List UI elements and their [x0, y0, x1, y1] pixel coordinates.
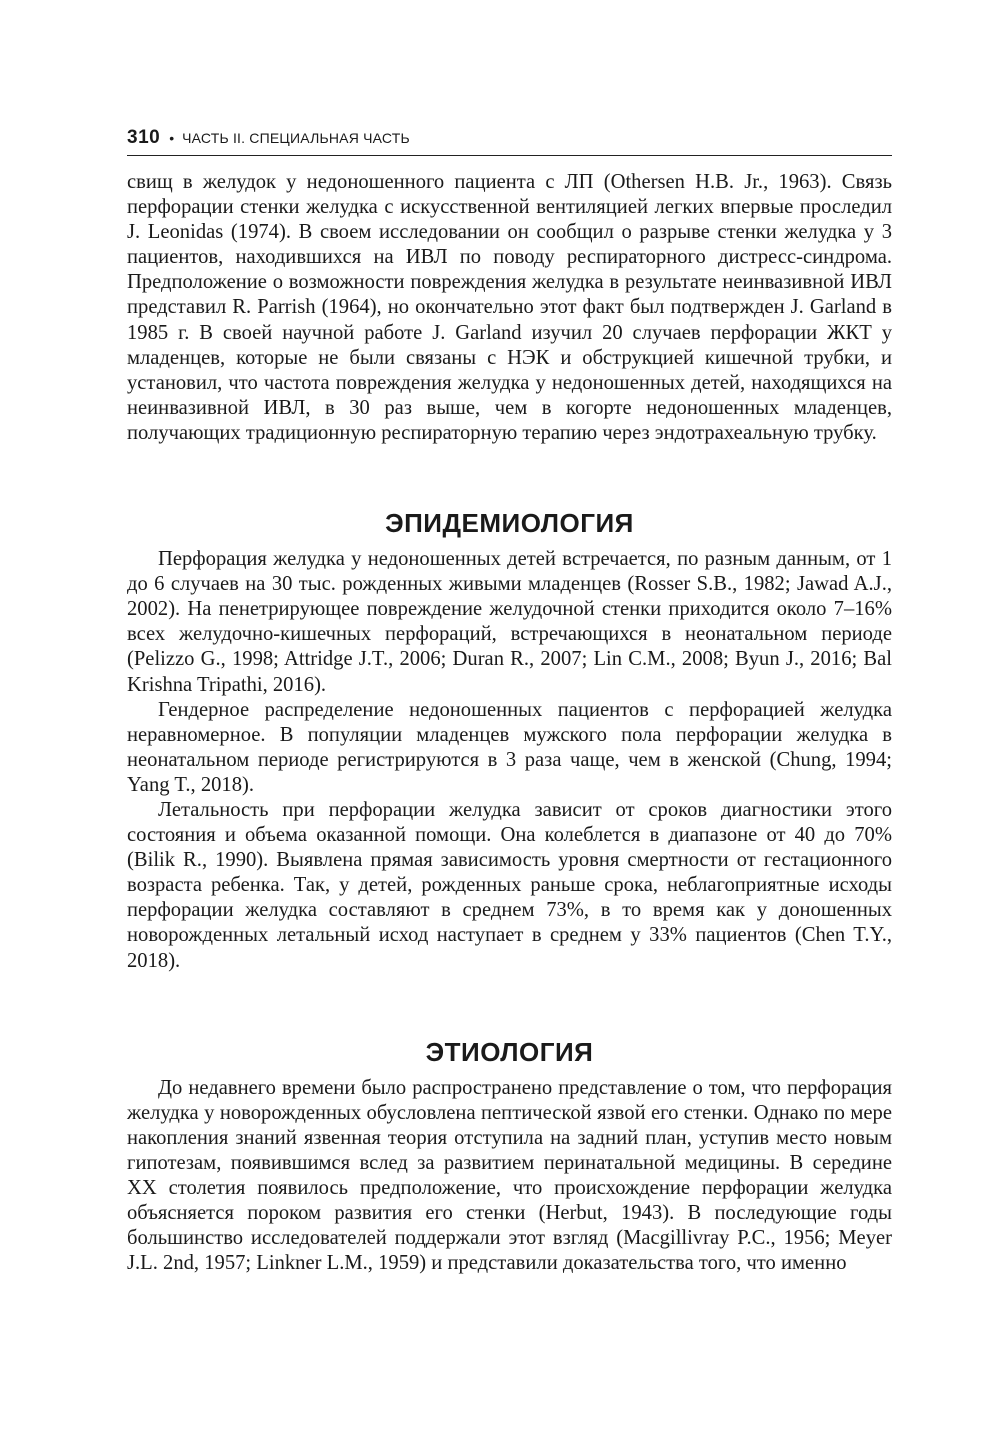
section-heading-epidemiology: ЭПИДЕМИОЛОГИЯ [385, 508, 634, 539]
running-head [127, 127, 892, 156]
epidemiology-paragraph-2: Гендерное распределение недоношенных пациентов с перфорацией желудка неравномерное. В популяции младенцев мужского пола перфорации желудка в неонатальном периоде регистрируются в 3 раза чаще, чем в женской (Chung, 1994; Yang T., 2018). [127, 698, 892, 796]
page-number: 310 [127, 127, 161, 148]
epidemiology-paragraph-3: Летальность при перфорации желудка зависит от сроков диагностики этого состояния и объема оказанной помощи. Она колеблется в диапазоне от 40 до 70% (Bilik R., 1990). Выявлена прямая зависимость уровня смертности от гестационного возраста ребенка. Так, у детей, рожденных раньше срока, неблагоприятные исходы перфорации желудка составляют в среднем 73%, в то время как у доношенных новорожденных летальный исход наступает в среднем у 33% пациентов (Chen T.Y., 2018). [127, 798, 892, 972]
part-title: ЧАСТЬ II. СПЕЦИАЛЬНАЯ ЧАСТЬ [182, 130, 410, 146]
section-heading-etiology: ЭТИОЛОГИЯ [425, 1036, 594, 1067]
epidemiology-paragraph-1: Перфорация желудка у недоношенных детей встречается, по разным данным, от 1 до 6 случаев на 30 тыс. рожденных живыми младенцев (Rosser S.B., 1982; Jawad A.J., 2002). На пенетрирующее повреждение желудочной стенки приходится около 7–16% всех желудочно-кишечных перфораций, встречающихся в неонатальном периоде (Pelizzo G., 1998; Attridge J.T., 2006; Duran R., 2007; Lin C.M., 2008; Byun J., 2016; Bal Krishna Tripathi, 2016). [127, 548, 892, 696]
etiology-paragraph-1: До недавнего времени было распространено представление о том, что перфорация желудка у новорожденных обусловлена пептической язвой его стенки. Однако по мере накопления знаний язвенная теория отступила на задний план, уступив место новым гипотезам, появившимся вслед за развитием перинатальной медицины. В середине XX столетия появилось предположение, что происхождение перфорации желудка объясняется пороком развития его стенки (Herbut, 1943). В последующие годы большинство исследователей поддержали этот взгляд (Macgillivray P.C., 1956; Meyer J.L. 2nd, 1957; Linkner L.M., 1959) и представили доказательства того, что именно [127, 1076, 892, 1275]
intro-paragraph: свищ в желудок у недоношенного пациента с ЛП (Othersen H.B. Jr., 1963). Связь перфорации стенки желудка с искусственной вентиляцией легких впервые проследил J. Leonidas (1974). В своем исследовании он сообщил о разрыве стенки желудка у 3 пациентов, находившихся на ИВЛ по поводу респираторного дистресс-синдрома. Предположение о возможности повреждения желудка в результате неинвазивной ИВЛ представил R. Parrish (1964), но окончательно этот факт был подтвержден J. Garland в 1985 г. В своей научной работе J. Garland изучил 20 случаев перфорации ЖКТ у младенцев, которые не были связаны с НЭК и обструкцией кишечной трубки, и установил, что частота повреждения желудка у недоношенных детей, находящихся на неинвазивной ИВЛ, в 30 раз выше, чем в когорте недоношенных младенцев, получающих традиционную респираторную терапию через эндотрахеальную трубку. [127, 171, 892, 444]
header-bullet: • [169, 130, 175, 146]
page-body [127, 170, 892, 1276]
